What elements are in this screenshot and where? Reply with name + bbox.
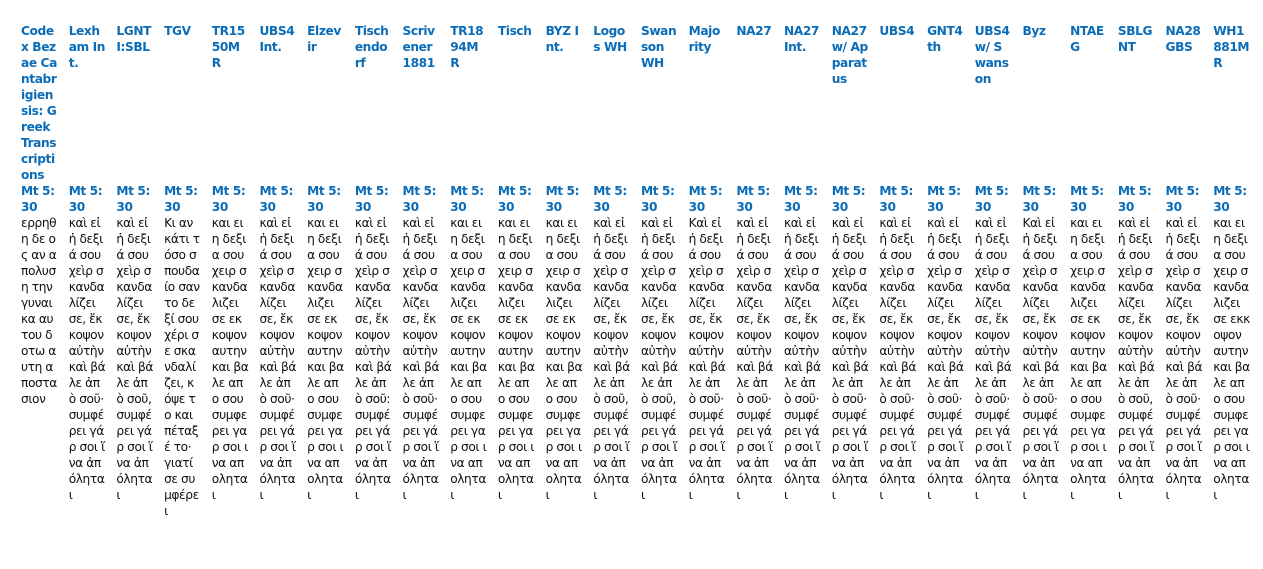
verse-reference-link[interactable]: Mt 5:30 bbox=[879, 184, 913, 214]
verse-reference-link[interactable]: Mt 5:30 bbox=[450, 184, 484, 214]
verse-cell bbox=[1160, 183, 1208, 519]
verse-text: και ει η δεξια σου χειρ σκανδαλιζει σε εκκοψον αυτην και βαλε απο σου συμφερει γαρ σοι ινα αποληται bbox=[307, 216, 344, 502]
version-header[interactable]: Logos WH bbox=[593, 24, 627, 54]
verse-text: και ει η δεξια σου χειρ σκανδαλιζει σε εκκοψον αυτην και βαλε απο σου συμφερει γαρ σοι ινα αποληται bbox=[1213, 216, 1250, 502]
verse-reference-link[interactable]: Mt 5:30 bbox=[974, 184, 1009, 214]
verse-reference-link[interactable]: Mt 5:30 bbox=[688, 184, 723, 214]
verse-cell bbox=[587, 183, 635, 519]
verse-text: καὶ εἰ ἡ δεξιά σου χεὶρ σκανδαλίζει σε, ἔκκοψον αὐτὴν καὶ βάλε ἀπὸ σοῦ, συμφέρει γάρ σοι ἵνα ἀπόληται bbox=[593, 216, 630, 502]
verse-cell bbox=[1112, 183, 1160, 519]
verse-text: καὶ εἰ ἡ δεξιά σου χεὶρ σκανδαλίζει σε, ἔκκοψον αὐτὴν καὶ βάλε ἀπὸ σοῦ· συμφέρει γάρ σοι ἵνα ἀπόληται bbox=[831, 216, 869, 502]
verse-cell bbox=[397, 183, 445, 519]
verse-text: καὶ εἰ ἡ δεξιά σου χεὶρ σκανδαλίζει σε, ἔκκοψον αὐτὴν καὶ βάλε ἀπὸ σοῦ· συμφέρει γάρ σοι ἵνα ἀπόληται bbox=[736, 216, 773, 502]
version-header[interactable]: Codex Bezae Cantabrigiensis: Greek Transcriptions bbox=[21, 24, 57, 182]
verse-reference-link[interactable]: Mt 5:30 bbox=[497, 184, 532, 214]
version-header[interactable]: TGV bbox=[164, 24, 191, 38]
verse-text: καὶ εἰ ἡ δεξιά σου χεὶρ σκανδαλίζει σε, ἔκκοψον αὐτὴν καὶ βάλε ἀπὸ σοῦ, συμφέρει γάρ σοι ἵνα ἀπόληται bbox=[116, 216, 154, 502]
verse-reference-link[interactable]: Mt 5:30 bbox=[1165, 184, 1200, 214]
verse-row bbox=[15, 183, 1255, 519]
verse-text: καὶ εἰ ἡ δεξιά σου χεὶρ σκανδαλίζει σε, ἔκκοψον αὐτὴν καὶ βάλε ἀπὸ σοῦ· συμφέρει γάρ σοι ἵνα ἀπόληται bbox=[402, 216, 440, 502]
verse-reference-link[interactable]: Mt 5:30 bbox=[736, 184, 770, 214]
version-header[interactable]: UBS4 Int. bbox=[259, 24, 295, 54]
verse-text: και ει η δεξια σου χειρ σκανδαλιζει σε εκκοψον αυτην και βαλε απο σου συμφερει γαρ σοι ινα αποληται bbox=[497, 216, 535, 502]
verse-reference-link[interactable]: Mt 5:30 bbox=[1213, 184, 1247, 214]
version-header[interactable]: NA27 bbox=[736, 24, 772, 38]
verse-cell bbox=[540, 183, 588, 519]
verse-reference-link[interactable]: Mt 5:30 bbox=[1022, 184, 1056, 214]
verse-text: ερρηθη δε ος αν απολυση την γυναικα αυτου δοτω αυτη αποστασιον bbox=[21, 216, 57, 406]
verse-text: καὶ εἰ ἡ δεξιά σου χεὶρ σκανδαλίζει σε, ἔκκοψον αὐτὴν καὶ βάλε ἀπὸ σοῦ· συμφέρει γάρ σοι ἵνα ἀπόληται bbox=[974, 216, 1012, 502]
verse-text: καὶ εἰ ἡ δεξιά σου χεὶρ σκανδαλίζει σε, ἔκκοψον αὐτὴν καὶ βάλε ἀπὸ σοῦ· συμφέρει γάρ σοι ἵνα ἀπόληται bbox=[927, 216, 964, 502]
verse-text: και ει η δεξια σου χειρ σκανδαλιζει σε εκκοψον αυτην και βαλε απο σου συμφερει γαρ σοι ινα αποληται bbox=[545, 216, 583, 502]
verse-reference-link[interactable]: Mt 5:30 bbox=[21, 184, 55, 214]
verse-reference-link[interactable]: Mt 5:30 bbox=[402, 184, 437, 214]
verse-text: Καὶ εἰ ἡ δεξιά σου χεὶρ σκανδαλίζει σε, ἔκκοψον αὐτὴν καὶ βάλε ἀπὸ σοῦ· συμφέρει γάρ σοι ἵνα ἀπόληται bbox=[1022, 216, 1060, 502]
version-header[interactable]: Tisch bbox=[497, 24, 532, 38]
version-header[interactable]: Swanson WH bbox=[640, 24, 677, 70]
verse-cell bbox=[969, 183, 1017, 519]
verse-text: καὶ εἰ ἡ δεξιά σου χεὶρ σκανδαλίζει σε, ἔκκοψον αὐτὴν καὶ βάλε ἀπὸ σοῦ, συμφέρει γάρ σοι ἵνα ἀπόληται bbox=[1117, 216, 1155, 502]
version-header[interactable]: TR1550MR bbox=[211, 24, 245, 70]
verse-reference-link[interactable]: Mt 5:30 bbox=[354, 184, 389, 214]
verse-cell bbox=[683, 183, 731, 519]
verse-cell bbox=[1064, 183, 1112, 519]
verse-cell bbox=[635, 183, 683, 519]
version-header[interactable]: Majority bbox=[688, 24, 720, 54]
verse-reference-link[interactable]: Mt 5:30 bbox=[116, 184, 150, 214]
verse-reference-link[interactable]: Mt 5:30 bbox=[640, 184, 675, 214]
version-header[interactable]: Lexham Int. bbox=[68, 24, 106, 70]
version-header[interactable]: TR1894MR bbox=[450, 24, 484, 70]
verse-text: και ει η δεξια σου χειρ σκανδαλιζει σε εκκοψον αυτην και βαλε απο σου συμφερει γαρ σοι ινα αποληται bbox=[1070, 216, 1107, 502]
verse-reference-link[interactable]: Mt 5:30 bbox=[1117, 184, 1152, 214]
version-header[interactable]: BYZ Int. bbox=[545, 24, 579, 54]
verse-cell bbox=[778, 183, 826, 519]
verse-text: και ει η δεξια σου χειρ σκανδαλιζει σε εκκοψον αυτην και βαλε απο σου συμφερει γαρ σοι ινα αποληται bbox=[450, 216, 487, 502]
verse-text: καὶ εἰ ἡ δεξιά σου χεὶρ σκανδαλίζει σε, ἔκκοψον αὐτὴν καὶ βάλε ἀπὸ σοῦ, συμφέρει γάρ σοι ἵνα ἀπόληται bbox=[640, 216, 678, 502]
version-header[interactable]: UBS4 bbox=[879, 24, 915, 38]
version-header[interactable]: WH1881MR bbox=[1213, 24, 1250, 70]
version-header[interactable]: LGNTI:SBL bbox=[116, 24, 152, 54]
verse-reference-link[interactable]: Mt 5:30 bbox=[307, 184, 341, 214]
version-header[interactable]: NA27 Int. bbox=[784, 24, 819, 54]
verse-cell bbox=[349, 183, 397, 519]
version-header[interactable]: SBLGNT bbox=[1117, 24, 1153, 54]
version-header[interactable]: NTAEG bbox=[1070, 24, 1104, 54]
version-header[interactable]: Byz bbox=[1022, 24, 1046, 38]
verse-reference-link[interactable]: Mt 5:30 bbox=[784, 184, 818, 214]
verse-cell bbox=[206, 183, 254, 519]
verse-cell bbox=[158, 183, 206, 519]
verse-cell bbox=[826, 183, 874, 519]
verse-cell bbox=[444, 183, 492, 519]
verse-text: καὶ εἰ ἡ δεξιά σου χεὶρ σκανδαλίζει σε, ἔκκοψον αὐτὴν καὶ βάλε ἀπὸ σοῦ· συμφέρει γάρ σοι ἵνα ἀπόληται bbox=[259, 216, 297, 502]
verse-text: καὶ εἰ ἡ δεξιά σου χεὶρ σκανδαλίζει σε, ἔκκοψον αὐτὴν καὶ βάλε ἀπὸ σοῦ· συμφέρει γάρ σοι ἵνα ἀπόληται bbox=[68, 216, 106, 502]
verse-cell bbox=[1207, 183, 1255, 519]
version-header[interactable]: GNT4th bbox=[927, 24, 963, 54]
version-header[interactable]: Scrivener 1881 bbox=[402, 24, 435, 70]
verse-reference-link[interactable]: Mt 5:30 bbox=[211, 184, 246, 214]
verse-reference-link[interactable]: Mt 5:30 bbox=[831, 184, 866, 214]
verse-reference-link[interactable]: Mt 5:30 bbox=[545, 184, 580, 214]
parallel-versions-table bbox=[15, 19, 1255, 519]
verse-text: καὶ εἰ ἡ δεξιά σου χεὶρ σκανδαλίζει σε, ἔκκοψον αὐτὴν καὶ βάλε ἀπὸ σοῦ· συμφέρει γάρ σοι ἵνα ἀπόληται bbox=[879, 216, 917, 502]
verse-cell bbox=[873, 183, 921, 519]
verse-cell bbox=[63, 183, 111, 519]
verse-reference-link[interactable]: Mt 5:30 bbox=[927, 184, 961, 214]
verse-text: καὶ εἰ ἡ δεξιά σου χεὶρ σκανδαλίζει σε, ἔκκοψον αὐτὴν καὶ βάλε ἀπὸ σοῦ· συμφέρει γάρ σοι ἵνα ἀπόληται bbox=[1165, 216, 1203, 502]
version-header-row bbox=[15, 19, 1255, 183]
verse-text: καὶ εἰ ἡ δεξιά σου χεὶρ σκανδαλίζει σε, ἔκκοψον αὐτὴν καὶ βάλε ἀπὸ σοῦ· συμφέρει γάρ σοι ἵνα ἀπόληται bbox=[784, 216, 821, 502]
verse-cell bbox=[1016, 183, 1064, 519]
verse-text: Καὶ εἰ ἡ δεξιά σου χεὶρ σκανδαλίζει σε, ἔκκοψον αὐτὴν καὶ βάλε ἀπὸ σοῦ· συμφέρει γάρ σοι ἵνα ἀπόληται bbox=[688, 216, 726, 502]
version-header[interactable]: Tischendorf bbox=[354, 24, 389, 70]
verse-reference-link[interactable]: Mt 5:30 bbox=[593, 184, 627, 214]
verse-reference-link[interactable]: Mt 5:30 bbox=[68, 184, 103, 214]
version-header[interactable]: Elzevir bbox=[307, 24, 341, 54]
verse-cell bbox=[730, 183, 778, 519]
verse-reference-link[interactable]: Mt 5:30 bbox=[164, 184, 198, 214]
verse-reference-link[interactable]: Mt 5:30 bbox=[259, 184, 293, 214]
verse-cell bbox=[921, 183, 969, 519]
verse-cell bbox=[15, 183, 63, 519]
verse-cell bbox=[110, 183, 158, 519]
verse-cell bbox=[492, 183, 540, 519]
version-header[interactable]: UBS4 w/ Swanson bbox=[974, 24, 1010, 86]
verse-cell bbox=[301, 183, 349, 519]
verse-text: καὶ εἰ ἡ δεξιά σου χεὶρ σκανδαλίζει σε, ἔκκοψον αὐτὴν καὶ βάλε ἀπὸ σοῦ: συμφέρει γάρ σοι ἵνα ἀπόληται bbox=[354, 216, 392, 502]
version-header[interactable]: NA28 GBS bbox=[1165, 24, 1201, 54]
version-header[interactable]: NA27 w/ Apparatus bbox=[831, 24, 868, 86]
verse-text: Κι αν κάτι τόσο σπουδαίο σαν το δεξί σου χέρι σε σκανδαλίζει, κόψε το και πέταξέ το· γιατί σε συμφέρει bbox=[164, 216, 200, 518]
verse-text: και ει η δεξια σου χειρ σκανδαλιζει σε εκκοψον αυτην και βαλε απο σου συμφερει γαρ σοι ινα αποληται bbox=[211, 216, 249, 502]
verse-reference-link[interactable]: Mt 5:30 bbox=[1070, 184, 1104, 214]
verse-cell bbox=[253, 183, 301, 519]
